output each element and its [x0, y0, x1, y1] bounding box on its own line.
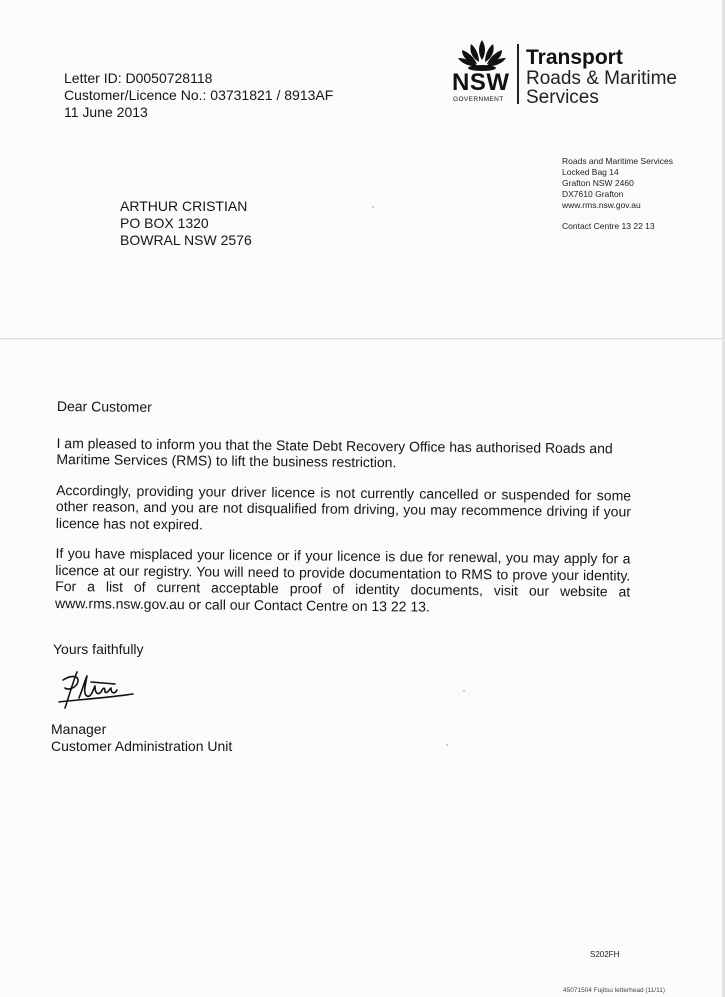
signatory — [51, 721, 232, 755]
scan-speck — [372, 206, 374, 208]
body-paragraph: I am pleased to inform you that the State Debt Recovery Office has authorised Roads and Maritime Services (RMS) to lift the business restriction. — [56, 434, 613, 471]
sender-line: DX7610 Grafton — [562, 189, 624, 199]
logo-nsw: NSW — [452, 69, 510, 96]
letter-meta — [64, 70, 333, 121]
logo-divider — [517, 44, 519, 104]
signatory-title: Manager — [51, 721, 107, 737]
letter-body — [55, 398, 632, 631]
recipient-address-line2: BOWRAL NSW 2576 — [120, 232, 252, 248]
handwritten-signature — [55, 668, 135, 710]
logo-services: Services — [526, 87, 599, 108]
recipient-address — [120, 198, 252, 249]
letter-date: 11 June 2013 — [64, 104, 148, 120]
logo-roads-maritime: Roads & Maritime — [526, 68, 677, 89]
scan-speck — [463, 690, 465, 692]
sender-website: www.rms.nsw.gov.au — [562, 200, 641, 210]
sender-line: Locked Bag 14 — [562, 167, 619, 177]
transport-nsw-logo — [452, 38, 692, 110]
recipient-name: ARTHUR CRISTIAN — [120, 198, 248, 214]
form-code: S202FH — [590, 950, 620, 959]
customer-licence-number: Customer/Licence No.: 03731821 / 8913AF — [64, 87, 334, 103]
sender-line: Grafton NSW 2460 — [562, 178, 634, 188]
sender-line: Roads and Maritime Services — [562, 156, 674, 166]
waratah-icon — [456, 38, 508, 72]
fold-crease — [0, 338, 725, 340]
body-paragraph: Accordingly, providing your driver licence is not currently cancelled or suspended for some other reason, and you are not disqualified from driving, you may recommence driving if your licence has not expired. — [55, 481, 632, 532]
sender-address — [562, 156, 673, 211]
sign-off: Yours faithfully — [53, 641, 144, 657]
greeting: Dear Customer — [56, 398, 152, 415]
scan-speck — [446, 744, 448, 746]
print-code: 45071504 Fujitsu letterhead (11/11) — [563, 987, 666, 994]
recipient-address-line1: PO BOX 1320 — [120, 215, 209, 231]
logo-transport: Transport — [526, 46, 623, 69]
body-paragraph: If you have misplaced your licence or if your licence is due for renewal, you may apply for a licence at our registry. You will need to provide documentation to RMS to prove your identity. For a list of current acceptable proof of identity documents, visit our website at www.rms.nsw.gov.au or call our Contact Centre on 13 22 13. — [54, 544, 631, 615]
letter-id: Letter ID: D0050728118 — [64, 70, 213, 86]
sender-contact-centre: Contact Centre 13 22 13 — [562, 221, 655, 231]
logo-government: GOVERNMENT — [453, 96, 504, 103]
signatory-unit: Customer Administration Unit — [51, 738, 233, 754]
